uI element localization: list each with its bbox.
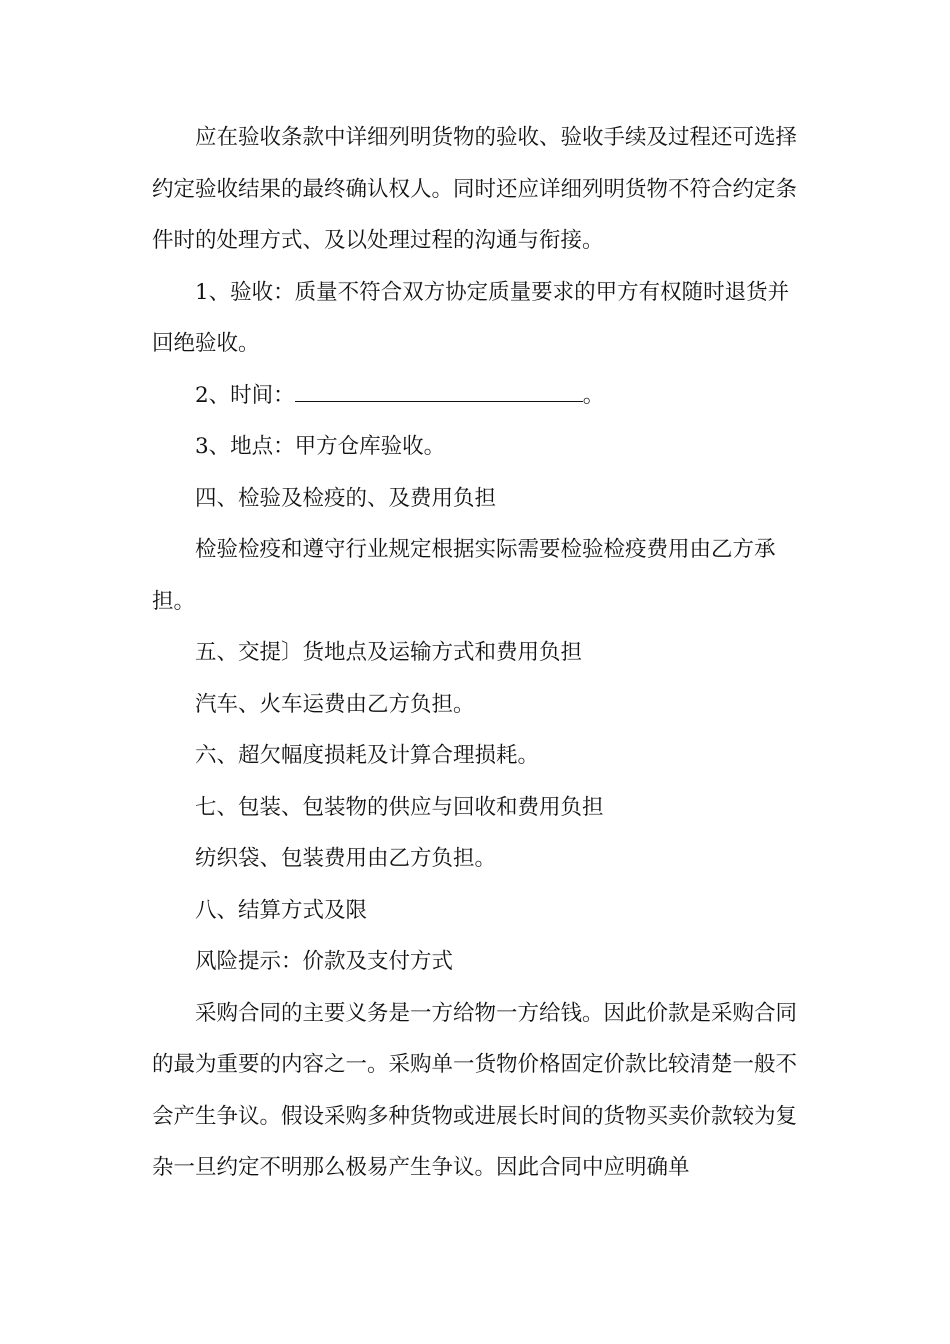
heading-delivery: 五、交提〕货地点及运输方式和费用负担 [195, 640, 583, 665]
paragraph-acceptance-place: 3、地点：甲方仓库验收。 [195, 434, 446, 459]
time-end: 。 [582, 382, 605, 408]
paragraph-acceptance-time [152, 370, 802, 422]
paragraph-transport-cost: 汽车、火车运费由乙方负担。 [195, 691, 475, 717]
heading-inspection: 四、检验及检疫的、及费用负担 [195, 485, 497, 511]
time-blank-line [295, 383, 583, 402]
time-label: 2、时间： [195, 382, 295, 408]
document-body [152, 112, 802, 1194]
paragraph-inspection: 检验检疫和遵守行业规定根据实际需要检验检疫费用由乙方承担。 [152, 537, 776, 614]
paragraph-price: 采购合同的主要义务是一方给物一方给钱。因此价款是采购合同的最为重要的内容之一。采购单一货物价格固定价款比较清楚一般不会产生争议。假设采购多种货物或进展长时间的货物买卖价款较为复杂一旦约定不明那么极易产生争议。因此合同中应明确单 [152, 1000, 798, 1180]
heading-settlement: 八、结算方式及限 [195, 897, 368, 923]
paragraph-acceptance-intro: 应在验收条款中详细列明货物的验收、验收手续及过程还可选择约定验收结果的最终确认权人。同时还应详细列明货物不符合约定条件时的处理方式、及以处理过程的沟通与衔接。 [152, 125, 798, 253]
paragraph-packaging-cost: 纺织袋、包装费用由乙方负担。 [195, 846, 497, 871]
heading-loss: 六、超欠幅度损耗及计算合理损耗。 [195, 743, 540, 768]
paragraph-acceptance-quality: 1、验收：质量不符合双方协定质量要求的甲方有权随时退货并回绝验收。 [152, 279, 790, 356]
heading-packaging: 七、包装、包装物的供应与回收和费用负担 [195, 794, 604, 820]
heading-risk-tip: 风险提示：价款及支付方式 [195, 949, 454, 974]
